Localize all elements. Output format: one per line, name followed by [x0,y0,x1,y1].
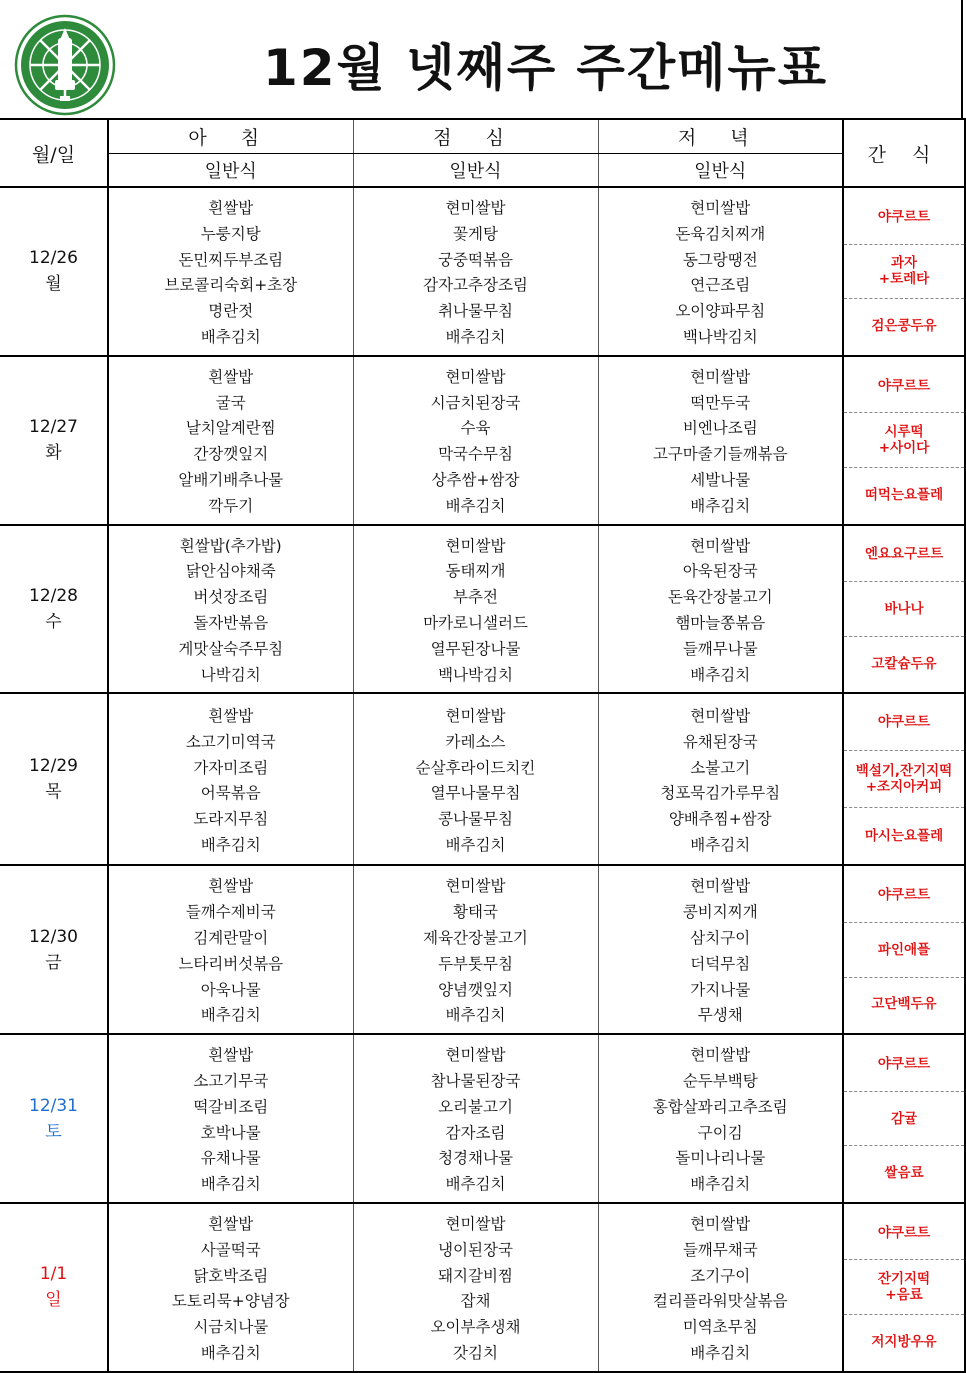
snack-item: 고단백두유 [844,977,964,1032]
breakfast-type-label: 일반식 [108,153,353,187]
day-cell [0,693,108,865]
menu-item: 부추전 [453,588,498,607]
weekday-label: 화 [45,443,62,464]
menu-item: 시금치된장국 [430,393,521,412]
menu-item: 꽃게탕 [453,224,498,243]
menu-item: 누룽지탕 [200,224,261,243]
day-row [0,865,965,1034]
menu-item: 막국수무침 [438,445,513,464]
weekday-label: 월 [45,274,62,295]
weekday-label: 목 [45,782,62,803]
menu-item: 간장깻잎지 [193,445,269,464]
menu-item: 콩비지찌개 [682,903,758,922]
menu-item: 배추김치 [690,496,751,515]
menu-item: 배추김치 [445,327,506,346]
snack-list [844,190,964,353]
date-label: 12/27 [29,417,78,438]
menu-item: 현미쌀밥 [445,536,506,555]
menu-item: 오이부추생채 [430,1318,521,1337]
day-row [0,187,965,356]
snack-item: 바나나 [844,581,964,636]
snack-list [844,359,964,522]
snack-column-header: 간 식 [843,119,965,187]
menu-item: 상추쌈+쌈장 [431,470,520,489]
snack-item: 파인애플 [844,922,964,977]
snack-item: 엔요요구르트 [864,546,944,563]
menu-item: 구이김 [697,1123,743,1142]
menu-item: 가자미조림 [193,758,269,777]
menu-item: 아욱된장국 [682,562,758,581]
snack-item: 야쿠르트 [877,1055,931,1072]
menu-item: 현미쌀밥 [445,877,506,896]
date-label: 1/1 [39,1264,68,1285]
menu-item: 연근조림 [690,276,751,295]
menu-item: 도토리묵+양념장 [171,1292,290,1311]
menu-item: 백나박김치 [438,665,513,684]
menu-item: 김계란말이 [193,928,269,947]
weekday-label: 수 [45,611,62,632]
menu-item: 궁중떡볶음 [438,250,513,269]
menu-item: 돈민찌두부조림 [178,250,284,269]
menu-item: 수육 [460,419,491,438]
day-cell [0,1034,108,1203]
snack-item: 잔기지떡 +음료 [844,1259,964,1314]
header [0,0,963,118]
lunch-type-label: 일반식 [353,153,598,187]
menu-item: 유채된장국 [682,732,758,751]
snack-list [844,694,964,864]
dinner-menu-cell [598,865,843,1034]
date-label: 12/31 [29,1095,78,1116]
menu-item: 동태찌개 [445,562,506,581]
menu-item: 동그랑땡전 [682,250,758,269]
menu-item: 사골떡국 [200,1240,261,1259]
menu-item: 무생채 [697,1006,743,1025]
menu-item: 도라지무침 [193,810,269,829]
menu-item: 배추김치 [445,1006,506,1025]
day-row [0,1034,965,1203]
menu-item: 들깨수제비국 [185,903,276,922]
snack-item: 야쿠르트 [877,714,931,731]
menu-item: 배추김치 [200,327,261,346]
menu-item: 현미쌀밥 [445,199,506,217]
menu-item: 양념깻잎지 [438,980,513,999]
day-cell [0,865,108,1034]
day-row [0,1203,965,1372]
dinner-menu-cell [598,1034,843,1203]
breakfast-menu-cell [108,356,353,525]
date-label: 12/29 [29,756,78,777]
menu-item: 감자조림 [445,1123,506,1142]
menu-item: 현미쌀밥 [445,1214,506,1233]
menu-item: 배추김치 [200,1006,261,1025]
breakfast-menu-cell [108,525,353,694]
menu-item: 떡만두국 [690,393,751,412]
snack-item: 감귤 [844,1091,964,1146]
snack-item: 야쿠르트 [877,377,931,394]
page-title: 12월 넷째주 주간메뉴표 [262,39,829,97]
menu-item: 유채나물 [200,1149,261,1168]
menu-item: 돼지갈비찜 [438,1266,513,1285]
date-label: 12/30 [29,926,78,947]
menu-item: 미역초무침 [682,1318,758,1337]
dinner-menu-cell [598,1203,843,1372]
menu-item: 더덕무침 [690,954,751,973]
menu-item: 취나물무침 [438,302,513,321]
menu-item: 돌미나리나물 [675,1149,766,1168]
snack-cell [843,865,965,1034]
menu-item: 컬리플라워맛살볶음 [652,1292,788,1311]
menu-item: 열무된장나물 [430,639,521,658]
menu-item: 흰쌀밥 [208,1046,254,1065]
day-cell [0,1203,108,1372]
menu-item: 배추김치 [690,1343,751,1362]
menu-item: 마카로니샐러드 [423,613,528,632]
menu-item: 현미쌀밥 [690,706,751,725]
day-cell [0,356,108,525]
snack-item: 야쿠르트 [877,208,931,225]
day-row [0,356,965,525]
emblem-logo [14,14,116,116]
snack-cell [843,525,965,694]
snack-item: 백설기,잔기지떡 +조지아커피 [844,750,964,807]
snack-item: 마시는요플레 [844,807,964,864]
menu-item: 떡갈비조림 [193,1097,269,1116]
breakfast-menu-cell [108,187,353,356]
menu-item: 백나박김치 [682,327,758,346]
menu-item: 배추김치 [200,1175,261,1194]
menu-item: 청포묵김가루무침 [660,784,781,803]
snack-list [844,1206,964,1369]
snack-item: 검은콩두유 [844,298,964,353]
menu-item: 명란젓 [208,302,254,321]
menu-item: 현미쌀밥 [690,1046,751,1065]
dinner-column-header: 저 녁 [598,119,843,153]
menu-item: 현미쌀밥 [690,199,751,217]
menu-item: 게맛살숙주무침 [178,639,284,658]
snack-cell [843,187,965,356]
menu-item: 호박나물 [200,1123,261,1142]
menu-item: 흰쌀밥 [208,706,254,725]
menu-item: 가지나물 [690,980,751,999]
snack-cell [843,1203,965,1372]
menu-item: 순살후라이드치킨 [415,758,536,777]
menu-item: 굴국 [215,393,246,412]
menu-item: 돈육김치찌개 [675,224,766,243]
menu-item: 소고기미역국 [185,732,276,751]
menu-item: 카레소스 [445,732,506,751]
menu-item: 날치알계란찜 [185,419,276,438]
dinner-menu-cell [598,356,843,525]
menu-item: 배추김치 [200,1343,261,1362]
menu-item: 양배추찜+쌈장 [668,810,772,829]
menu-item: 소고기무국 [193,1071,269,1090]
snack-item: 쌀음료 [844,1145,964,1200]
menu-item: 잡채 [460,1292,491,1311]
menu-item: 닭안심야채죽 [185,562,276,581]
snack-item: 저지방우유 [844,1314,964,1369]
lunch-menu-cell [353,693,598,865]
menu-item: 현미쌀밥 [690,1214,751,1233]
menu-item: 흰쌀밥 [208,1214,254,1233]
menu-item: 나박김치 [200,665,261,684]
menu-item: 현미쌀밥 [445,706,506,725]
date-label: 12/28 [29,585,78,606]
menu-item: 돌자반볶음 [193,613,269,632]
weekly-menu-table [0,118,966,1373]
menu-item: 배추김치 [690,665,751,684]
breakfast-menu-cell [108,1034,353,1203]
weekday-label: 금 [45,952,62,973]
menu-item: 버섯장조림 [193,588,269,607]
lunch-menu-cell [353,865,598,1034]
weekday-label: 일 [45,1290,62,1311]
menu-item: 흰쌀밥 [208,199,254,217]
date-label: 12/26 [29,248,78,269]
menu-item: 현미쌀밥 [690,367,751,386]
breakfast-menu-cell [108,865,353,1034]
snack-item: 과자 +토레타 [844,244,964,299]
menu-item: 감자고추장조림 [423,276,528,295]
dinner-menu-cell [598,187,843,356]
snack-cell [843,693,965,865]
snack-list [844,527,964,690]
menu-item: 배추김치 [445,835,506,854]
menu-item: 황태국 [453,903,498,922]
menu-item: 흰쌀밥 [208,367,254,386]
menu-item: 열무나물무침 [430,784,521,803]
lunch-menu-cell [353,1034,598,1203]
menu-item: 돈육간장불고기 [667,588,773,607]
weekday-label: 토 [45,1121,62,1142]
menu-item: 시금치나물 [193,1318,269,1337]
menu-item: 참나물된장국 [430,1071,521,1090]
snack-list [844,1037,964,1200]
menu-item: 콩나물무침 [438,810,513,829]
menu-item: 닭호박조림 [193,1266,269,1285]
menu-item: 배추김치 [690,835,751,854]
menu-item: 냉이된장국 [438,1240,513,1259]
menu-item: 현미쌀밥 [445,367,506,386]
lunch-column-header: 점 심 [353,119,598,153]
menu-item: 흰쌀밥 [208,877,254,896]
lunch-menu-cell [353,1203,598,1372]
menu-item: 오리불고기 [438,1097,513,1116]
menu-item: 소불고기 [690,758,751,777]
menu-item: 제육간장불고기 [423,928,528,947]
menu-body [0,187,965,1372]
menu-item: 느타리버섯볶음 [178,954,284,973]
menu-item: 순두부백탕 [682,1071,758,1090]
menu-item: 갓김치 [453,1343,498,1362]
day-cell [0,525,108,694]
menu-item: 들깨무채국 [682,1240,758,1259]
snack-item: 야쿠르트 [877,1224,931,1241]
lunch-menu-cell [353,187,598,356]
snack-list [844,868,964,1031]
day-row [0,693,965,865]
menu-item: 세발나물 [690,470,751,489]
menu-item: 비엔나조림 [682,419,758,438]
menu-item: 배추김치 [445,496,506,515]
menu-item: 아욱나물 [200,980,261,999]
menu-item: 깍두기 [208,496,254,515]
menu-item: 현미쌀밥 [445,1046,506,1065]
menu-item: 알배기배추나물 [178,470,284,489]
date-column-header: 월/일 [0,119,108,187]
menu-item: 홍합살꽈리고추조림 [652,1097,788,1116]
lunch-menu-cell [353,356,598,525]
menu-item: 청경채나물 [438,1149,513,1168]
menu-item: 두부톳무침 [438,954,513,973]
snack-item: 시루떡 +사이다 [844,412,964,467]
snack-item: 떠먹는요플레 [844,467,964,522]
menu-item: 조기구이 [690,1266,751,1285]
menu-item: 들깨무나물 [682,639,758,658]
dinner-type-label: 일반식 [598,153,843,187]
snack-item: 야쿠르트 [877,887,931,904]
dinner-menu-cell [598,693,843,865]
menu-item: 어묵볶음 [200,784,261,803]
menu-item: 배추김치 [690,1175,751,1194]
menu-item: 브로콜리숙회+초장 [164,276,298,295]
menu-item: 고구마줄기들깨볶음 [652,445,788,464]
menu-item: 흰쌀밥(추가밥) [179,536,282,555]
dinner-menu-cell [598,525,843,694]
menu-item: 배추김치 [200,835,261,854]
snack-cell [843,1034,965,1203]
menu-item: 현미쌀밥 [690,536,751,555]
breakfast-column-header: 아 침 [108,119,353,153]
breakfast-menu-cell [108,1203,353,1372]
menu-item: 오이양파무침 [675,302,766,321]
lunch-menu-cell [353,525,598,694]
snack-item: 고칼슘두유 [844,636,964,691]
menu-item: 배추김치 [445,1175,506,1194]
menu-item: 햄마늘쫑볶음 [675,613,766,632]
day-row [0,525,965,694]
snack-cell [843,356,965,525]
menu-item: 삼치구이 [690,928,751,947]
menu-item: 현미쌀밥 [690,877,751,896]
breakfast-menu-cell [108,693,353,865]
day-cell [0,187,108,356]
